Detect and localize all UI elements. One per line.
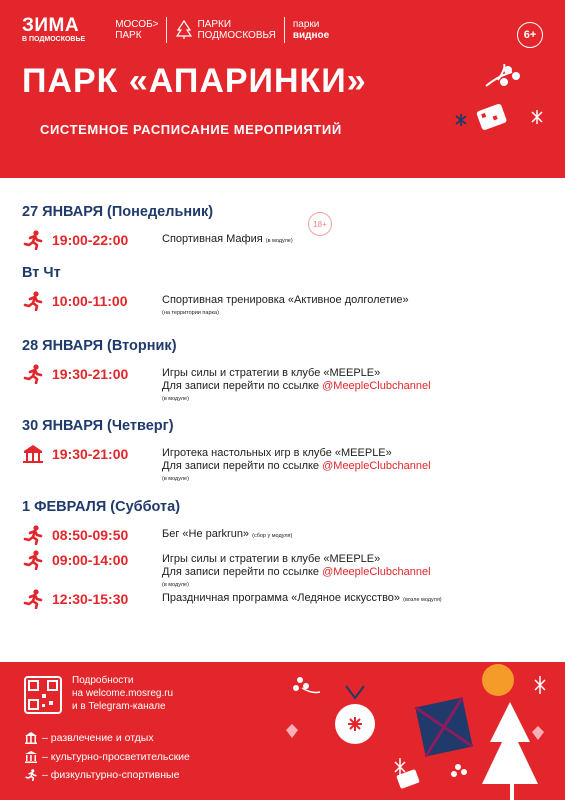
event-time: 19:30-21:00 xyxy=(52,366,129,382)
event-description: Бег «Не parkrun» (сбор у модуля) xyxy=(162,528,293,540)
event-description: Игры силы и стратегии в клубе «MEEPLE» Для записи перейти по ссылке @MeepleClubchannel (в модуле) xyxy=(162,367,431,402)
day-heading: Вт Чт xyxy=(22,265,61,281)
legend-item-entertainment: – развлечение и отдых xyxy=(24,732,154,744)
age-18-badge: 18+ xyxy=(308,212,332,236)
telegram-link[interactable]: @MeepleClubchannel xyxy=(322,460,431,472)
event-time: 09:00-14:00 xyxy=(52,552,129,568)
event-time: 12:30-15:30 xyxy=(52,591,129,607)
runner-icon xyxy=(22,589,44,609)
event-row xyxy=(22,444,552,482)
runner-icon xyxy=(22,291,44,311)
runner-icon xyxy=(24,769,38,781)
event-row xyxy=(22,525,552,545)
runner-icon xyxy=(22,550,44,570)
event-description: Игры силы и стратегии в клубе «MEEPLE» Для записи перейти по ссылке @MeepleClubchannel (в модуле) xyxy=(162,553,431,588)
telegram-link[interactable]: @MeepleClubchannel xyxy=(322,380,431,392)
day-heading: 1 ФЕВРАЛЯ (Суббота) xyxy=(22,499,181,515)
details-text: Подробности на welcome.mosreg.ru и в Telegram-канале xyxy=(72,675,174,712)
event-description: Спортивная Мафия (в модуле) xyxy=(162,233,293,245)
day-heading: 30 ЯНВАРЯ (Четверг) xyxy=(22,418,174,434)
day-heading: 28 ЯНВАРЯ (Вторник) xyxy=(22,338,177,354)
winter-decoration-icon xyxy=(446,64,546,144)
legend-item-cultural: – культурно-просветительские xyxy=(24,751,190,763)
museum-icon xyxy=(24,751,38,763)
logo-parks-vidnoe: парки видное xyxy=(292,18,330,41)
header-banner xyxy=(0,0,565,178)
logo-divider xyxy=(284,17,285,43)
website-link[interactable]: на welcome.mosreg.ru xyxy=(72,688,174,699)
footer-banner xyxy=(0,662,565,800)
telegram-link[interactable]: @MeepleClubchannel xyxy=(322,566,431,578)
logo-mosobpark: МОСОБ> ПАРК xyxy=(115,18,159,41)
event-description: Праздничная программа «Ледяное искусство» (возле модуля) xyxy=(162,592,442,604)
event-time: 19:30-21:00 xyxy=(52,446,129,462)
carousel-icon xyxy=(24,732,38,744)
winter-decoration-icon xyxy=(280,662,565,800)
logo-parks-podmoskovya: ПАРКИ ПОДМОСКОВЬЯ xyxy=(175,19,275,41)
event-row xyxy=(22,364,552,402)
logo-row xyxy=(22,16,329,43)
logo-divider xyxy=(166,17,167,43)
legend-item-sports: – физкультурно-спортивные xyxy=(24,769,179,781)
event-time: 08:50-09:50 xyxy=(52,527,129,543)
event-row xyxy=(22,219,552,250)
event-row xyxy=(22,291,552,316)
qr-code-icon[interactable] xyxy=(24,676,62,714)
page-subtitle: СИСТЕМНОЕ РАСПИСАНИЕ МЕРОПРИЯТИЙ xyxy=(40,122,342,137)
event-row xyxy=(22,550,552,588)
event-description: Спортивная тренировка «Активное долголетие» (на территории парка) xyxy=(162,294,409,316)
page-title: ПАРК «АПАРИНКИ» xyxy=(22,62,367,100)
event-time: 19:00-22:00 xyxy=(52,232,129,248)
runner-icon xyxy=(22,364,44,384)
age-rating-badge: 6+ xyxy=(517,22,543,48)
day-heading: 27 ЯНВАРЯ (Понедельник) xyxy=(22,204,214,220)
runner-icon xyxy=(22,230,44,250)
event-description: Игротека настольных игр в клубе «MEEPLE» Для записи перейти по ссылке @MeepleClubchannel (в модуле) xyxy=(162,447,431,482)
carousel-icon xyxy=(22,444,44,464)
event-time: 10:00-11:00 xyxy=(52,293,128,309)
logo-zima: ЗИМА В ПОДМОСКОВЬЕ xyxy=(22,15,86,43)
runner-icon xyxy=(22,525,44,545)
tree-logo-icon xyxy=(175,20,193,40)
event-row xyxy=(22,589,552,609)
